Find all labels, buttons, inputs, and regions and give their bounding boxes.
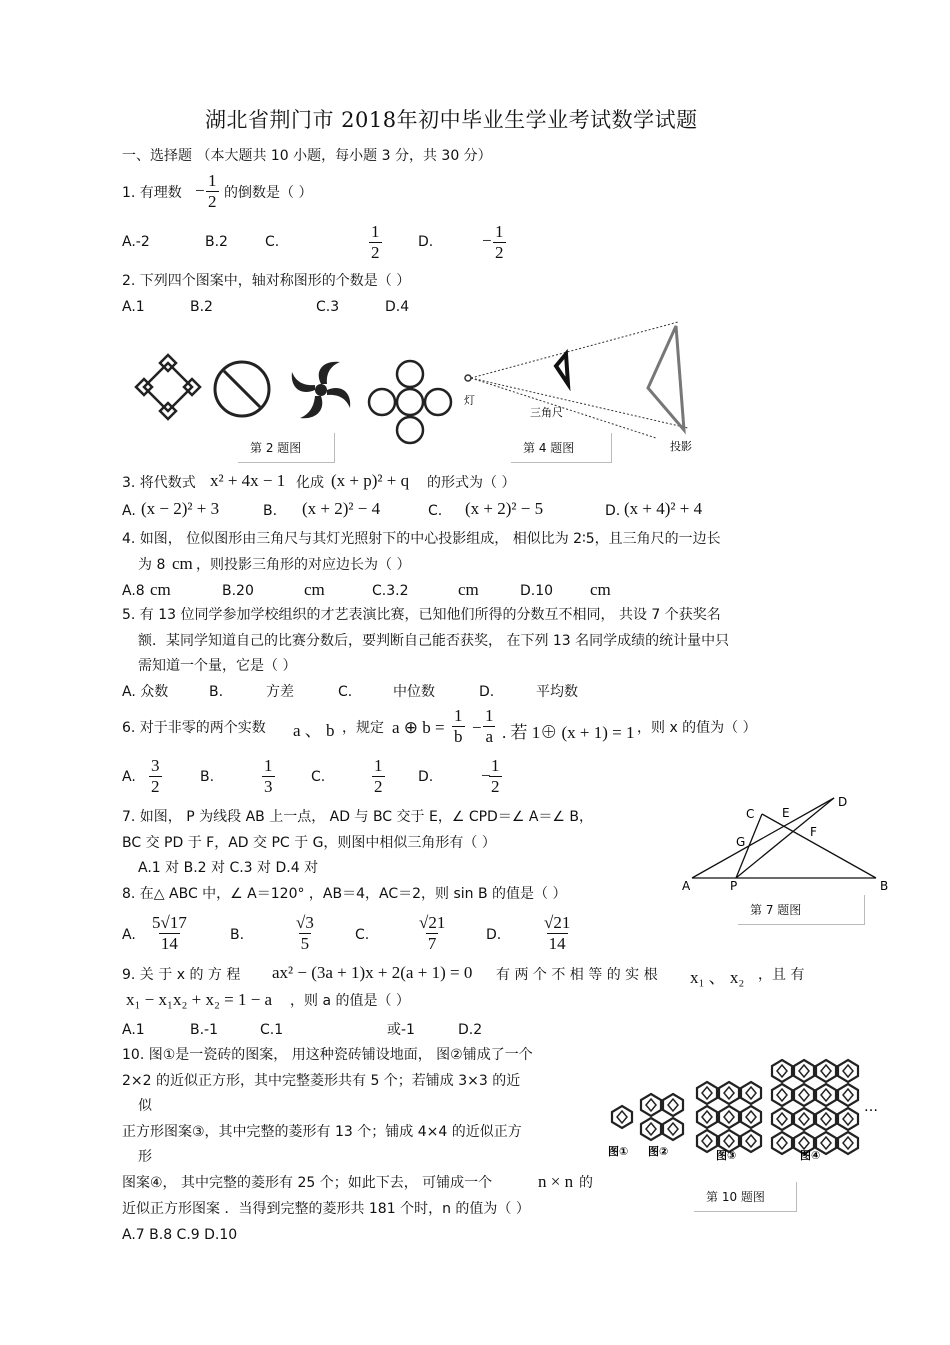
q5-option-d-text: 平均数 <box>536 684 578 700</box>
q4-line2-a: 为 8 <box>138 557 166 573</box>
page-title: 湖北省荆门市 2018年初中毕业生学业考试数学试题 <box>205 108 698 132</box>
q1-option-a: A.-2 <box>122 234 150 250</box>
q1-option-d-fraction: $\frac{1}{2}$ <box>495 222 504 262</box>
q6-condition: . 若 1⊕ (x + 1) = 1 <box>502 723 635 742</box>
q8-option-a-fraction: $\frac{5√17}{14}$ <box>152 913 187 953</box>
q8-option-b: B. <box>230 927 245 943</box>
q6-option-a-fraction: $\frac{3}{2}$ <box>151 756 160 796</box>
q6-ab: a 、 b <box>293 721 335 740</box>
q4-line2-b: ，则投影三角形的对应边长为（ ） <box>196 557 411 573</box>
q8-option-b-fraction: $\frac{√3}{5}$ <box>296 913 314 953</box>
q9-line1-a: 9. 关 于 x 的 方 程 <box>122 967 241 983</box>
q4-option-d: D.10 <box>520 583 554 599</box>
fig4-caption: 第 4 题图 <box>511 433 612 463</box>
q10-ellipsis: … <box>864 1099 878 1115</box>
q1-tail: 的倒数是（ ） <box>224 185 313 201</box>
point-g-label: G <box>736 835 746 849</box>
q3-form: (x + p)² + q <box>331 471 410 490</box>
q3-stem: 3. 将代数式 <box>122 475 196 491</box>
q4-option-a-unit: cm <box>150 580 171 599</box>
q3-mid: 化成 <box>296 475 324 491</box>
q10-nxn: n × n <box>538 1172 574 1191</box>
q9-option-a: A.1 <box>122 1022 145 1038</box>
q5-option-d: D. <box>479 684 495 700</box>
q4-option-b-unit: cm <box>304 580 325 599</box>
q3-expr: x² + 4x − 1 <box>210 471 286 490</box>
triangle-ruler-icon <box>556 354 568 384</box>
q3-option-a: A. <box>122 503 136 519</box>
pattern-five-circles-icon <box>369 361 451 443</box>
q6-tail: ，则 x 的值为（ ） <box>637 720 757 736</box>
pattern-diamonds-icon <box>136 355 200 419</box>
q9-option-b: B.-1 <box>190 1022 219 1038</box>
q4-option-d-unit: cm <box>590 580 611 599</box>
fig2-caption: 第 2 题图 <box>238 433 335 463</box>
tile-label-4: 图④ <box>800 1149 821 1162</box>
point-d-label: D <box>838 795 848 809</box>
point-b-label: B <box>880 879 889 893</box>
q3-tail: 的形式为（ ） <box>427 475 516 491</box>
q9-option-d: D.2 <box>458 1022 483 1038</box>
q10-line6-tail: 的 <box>579 1175 593 1191</box>
section-heading: 一、选择题 （本大题共 10 小题，每小题 3 分，共 30 分） <box>122 148 492 164</box>
q5-line3: 需知道一个量，它是（ ） <box>138 658 297 674</box>
q8-option-d: D. <box>486 927 502 943</box>
q2-q4-figures <box>128 318 698 468</box>
q6-operator: a ⊕ b = <box>392 718 445 737</box>
q6-option-d-fraction: $\frac{1}{2}$ <box>491 756 500 796</box>
q10-line6: 图案④， 其中完整的菱形有 25 个；如此下去， 可铺成一个 <box>122 1175 493 1191</box>
q9-roots: x₁ 、 x₂ <box>690 968 745 987</box>
q6-option-b: B. <box>200 769 215 785</box>
q9-line1-b: 有 两 个 不 相 等 的 实 根 <box>496 967 658 983</box>
q5-option-b: B. <box>209 684 224 700</box>
q6-option-d-sign: − <box>481 766 491 785</box>
q9-equation: ax² − (3a + 1)x + 2(a + 1) = 0 <box>272 963 473 982</box>
q8-option-c-fraction: $\frac{√21}{7}$ <box>419 913 446 953</box>
q3-option-b-expr: (x + 2)² − 4 <box>302 499 381 518</box>
q1-sign: − <box>195 181 205 200</box>
tile-pattern-4-icon <box>772 1060 858 1154</box>
tile-pattern-3-icon <box>697 1082 761 1152</box>
q6-option-d: D. <box>418 769 434 785</box>
projection-figure <box>465 322 688 438</box>
q3-option-c-expr: (x + 2)² − 5 <box>465 499 544 518</box>
q4-option-c: C.3.2 <box>372 583 409 599</box>
q7-line1: 7. 如图， P 为线段 AB 上一点， AD 与 BC 交于 E，∠ CPD＝∠ A＝∠ B， <box>122 809 594 825</box>
q9-option-c-extra: 或-1 <box>387 1022 415 1038</box>
q6-minus: − <box>472 718 482 737</box>
q5-line2: 额．某同学知道自己的比赛分数后，要判断自己能否获奖， 在下列 13 名同学成绩的统计量中只 <box>138 633 730 649</box>
q8-option-d-fraction: $\frac{√21}{14}$ <box>544 913 571 953</box>
q1-stem: 1. 有理数 <box>122 185 182 201</box>
q4-line2-cm: cm <box>172 554 193 573</box>
q3-option-d-expr: (x + 4)² + 4 <box>624 499 703 518</box>
q10-line1: 10. 图①是一瓷砖的图案， 用这种瓷砖铺设地面， 图②铺成了一个 <box>122 1047 533 1063</box>
tile-label-2: 图② <box>648 1145 669 1158</box>
tile-pattern-1-icon <box>612 1106 632 1128</box>
q4-line1: 4. 如图， 位似图形由三角尺与其灯光照射下的中心投影组成， 相似比为 2∶5，且三角尺的一边长 <box>122 531 721 547</box>
q5-option-c: C. <box>338 684 353 700</box>
q8-option-c: C. <box>355 927 370 943</box>
q6-option-a: A. <box>122 769 136 785</box>
q6-option-b-fraction: $\frac{1}{3}$ <box>264 756 273 796</box>
point-c-label: C <box>746 807 755 821</box>
q3-option-c: C. <box>428 503 443 519</box>
q6-fraction-2: $\frac{1}{a}$ <box>485 706 494 746</box>
q1-option-b: B.2 <box>205 234 228 250</box>
tile-label-1: 图① <box>608 1145 629 1158</box>
q6-fraction-1: $\frac{1}{b}$ <box>454 706 463 746</box>
point-f-label: F <box>810 825 817 839</box>
q6-option-c-fraction: $\frac{1}{2}$ <box>374 756 383 796</box>
q3-option-d: D. <box>605 503 621 519</box>
q5-option-b-text: 方差 <box>266 684 294 700</box>
point-a-label: A <box>682 879 691 893</box>
q4-option-a: A.8 <box>122 583 145 599</box>
q10-options: A.7 B.8 C.9 D.10 <box>122 1227 238 1243</box>
q8-option-a: A. <box>122 927 136 943</box>
q1-fraction: $\frac{1}{2}$ <box>208 171 217 211</box>
q10-line3: 似 <box>138 1098 152 1114</box>
q2-stem: 2. 下列四个图案中，轴对称图形的个数是（ ） <box>122 273 411 289</box>
ruler-label: 三角尺 <box>530 406 563 419</box>
q5-line1: 5. 有 13 位同学参加学校组织的才艺表演比赛，已知他们所得的分数互不相同， 共设 7 个获奖名 <box>122 607 721 623</box>
q9-line2-expr: x₁ − x₁x₂ + x₂ = 1 − a <box>126 990 273 1009</box>
q3-option-a-expr: (x − 2)² + 3 <box>141 499 220 518</box>
q10-line4: 正方形图案③，其中完整的菱形有 13 个；铺成 4×4 的近似正方 <box>122 1124 522 1140</box>
q7-line2: BC 交 PD 于 F，AD 交 PC 于 G，则图中相似三角形有（ ） <box>122 835 496 851</box>
q2-option-b: B.2 <box>190 299 213 315</box>
tile-label-3: 图③ <box>716 1149 737 1162</box>
point-e-label: E <box>782 806 790 820</box>
q5-option-a: A. 众数 <box>122 684 169 700</box>
pattern-circle-slash-icon <box>215 362 269 416</box>
q4-option-b: B.20 <box>222 583 254 599</box>
q9-line2-tail: ，则 a 的值是（ ） <box>290 993 410 1009</box>
q10-line5: 形 <box>138 1149 152 1165</box>
q9-line1-c: ，且 有 <box>758 967 805 983</box>
q1-option-d: D. <box>418 234 434 250</box>
q7-fig-caption: 第 7 题图 <box>738 895 865 925</box>
q10-tile-figure <box>604 1055 882 1165</box>
q2-option-c: C.3 <box>316 299 340 315</box>
q1-option-c-fraction: $\frac{1}{2}$ <box>371 222 380 262</box>
q1-option-c: C. <box>265 234 280 250</box>
q10-line2: 2×2 的近似正方形，其中完整菱形共有 5 个；若铺成 3×3 的近 <box>122 1073 521 1089</box>
tile-pattern-2-icon <box>641 1094 683 1140</box>
q6-option-c: C. <box>311 769 326 785</box>
q9-option-c: C.1 <box>260 1022 284 1038</box>
q7-figure <box>676 790 898 900</box>
q4-option-c-unit: cm <box>458 580 479 599</box>
projection-triangle-icon <box>648 326 684 430</box>
lamp-label: 灯 <box>464 394 475 407</box>
q1-option-d-sign: − <box>482 231 492 250</box>
pattern-pinwheel-icon <box>292 362 350 419</box>
q8-stem: 8. 在△ ABC 中，∠ A＝120° ，AB＝4，AC＝2，则 sin B 的值是（ ） <box>122 886 567 902</box>
q6-rule: ，规定 <box>342 720 384 736</box>
q10-fig-caption: 第 10 题图 <box>694 1182 797 1212</box>
q3-option-b: B. <box>263 503 278 519</box>
q2-option-d: D.4 <box>385 299 410 315</box>
lamp-icon <box>465 375 471 381</box>
q6-stem: 6. 对于非零的两个实数 <box>122 720 266 736</box>
q2-option-a: A.1 <box>122 299 145 315</box>
q10-line7: 近似正方形图案 ．当得到完整的菱形共 181 个时，n 的值为（ ） <box>122 1201 530 1217</box>
point-p-label: P <box>730 879 738 893</box>
q5-option-c-text: 中位数 <box>393 684 435 700</box>
q7-options: A.1 对 B.2 对 C.3 对 D.4 对 <box>138 860 319 876</box>
shadow-label: 投影 <box>670 440 692 453</box>
